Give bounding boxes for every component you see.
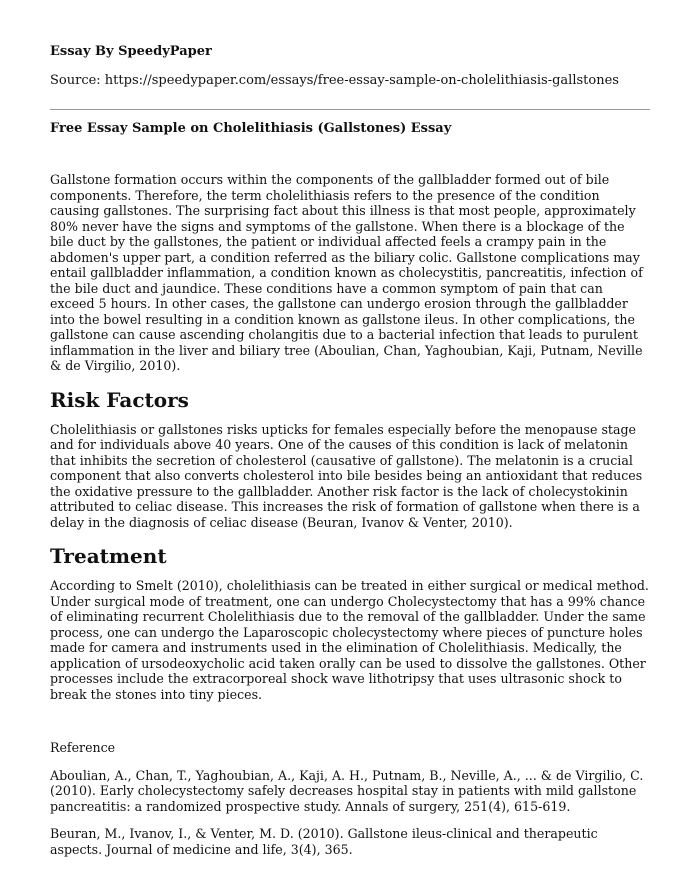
essay-title: Free Essay Sample on Cholelithiasis (Gallstones) Essay <box>50 121 452 136</box>
treatment-paragraph: According to Smelt (2010), cholelithiasis can be treated in either surgical or medical method. Under surgical mode of treatment, one can undergo Cholecystectomy that has a 99% chance of eliminating recurrent Cholelithiasis due to the removal of the gallbladder. Under the same process, one can undergo the Laparoscopic cholecystectomy where pieces of puncture holes made for camera and instruments used in the elimination of Cholelithiasis. Medically, the application of ursodeoxycholic acid taken orally can be used to dissolve the gallstones. Other processes include the extracorporeal shock wave lithotripsy that uses ultrasonic shock to break the stones into tiny pieces. <box>50 578 649 702</box>
reference-item: Aboulian, A., Chan, T., Yaghoubian, A., Kaji, A. H., Putnam, B., Neville, A., ... & de Virgilio, C. (2010). Early cholecystectomy safely decreases hospital stay in patients with mild gallstone pancreatitis: a randomized prospective study. Annals of surgery, 251(4), 615-619. <box>50 767 644 814</box>
reference-item: Beuran, M., Ivanov, I., & Venter, M. D. (2010). Gallstone ileus-clinical and therapeutic aspects. Journal of medicine and life, 3(4), 365. <box>50 826 598 857</box>
source-line: Source: https://speedypaper.com/essays/free-essay-sample-on-cholelithiasis-gallstones <box>50 73 619 88</box>
header-divider <box>50 109 650 110</box>
brand-heading: Essay By SpeedyPaper <box>50 44 212 59</box>
risk-factors-heading: Risk Factors <box>50 387 189 412</box>
treatment-heading: Treatment <box>50 544 167 568</box>
intro-paragraph: Gallstone formation occurs within the components of the gallbladder formed out of bile components. Therefore, the term cholelithiasis refers to the presence of the condition causing gallstones. The surprising fact about this illness is that most people, approximately 80% never have the signs and symptoms of the gallstone. When there is a blockage of the bile duct by the gallstones, the patient or individual affected feels a crampy pain in the abdomen's upper part, a condition referred as the biliary colic. Gallstone complications may entail gallbladder inflammation, a condition known as cholecystitis, pancreatitis, infection of the bile duct and jaundice. These conditions have a common symptom of pain that can exceed 5 hours. In other cases, the gallstone can undergo erosion through the gallbladder into the bowel resulting in a condition known as gallstone ileus. In other complications, the gallstone can cause ascending cholangitis due to a bacterial infection that leads to purulent inflammation in the liver and biliary tree (Aboulian, Chan, Yaghoubian, Kaji, Putnam, Neville & de Virgilio, 2010). <box>50 172 643 373</box>
essay-body <box>50 172 650 869</box>
risk-factors-paragraph: Cholelithiasis or gallstones risks upticks for females especially before the menopause stage and for individuals above 40 years. One of the causes of this condition is lack of melatonin that inhibits the secretion of cholesterol (causative of gallstone). The melatonin is a crucial component that also converts cholesterol into bile besides being an antioxidant that reduces the oxidative pressure to the gallbladder. Another risk factor is the lack of cholecystokinin attributed to celiac disease. This increases the risk of formation of gallstone when there is a delay in the diagnosis of celiac disease (Beuran, Ivanov & Venter, 2010). <box>50 421 643 530</box>
reference-label: Reference <box>50 740 116 755</box>
